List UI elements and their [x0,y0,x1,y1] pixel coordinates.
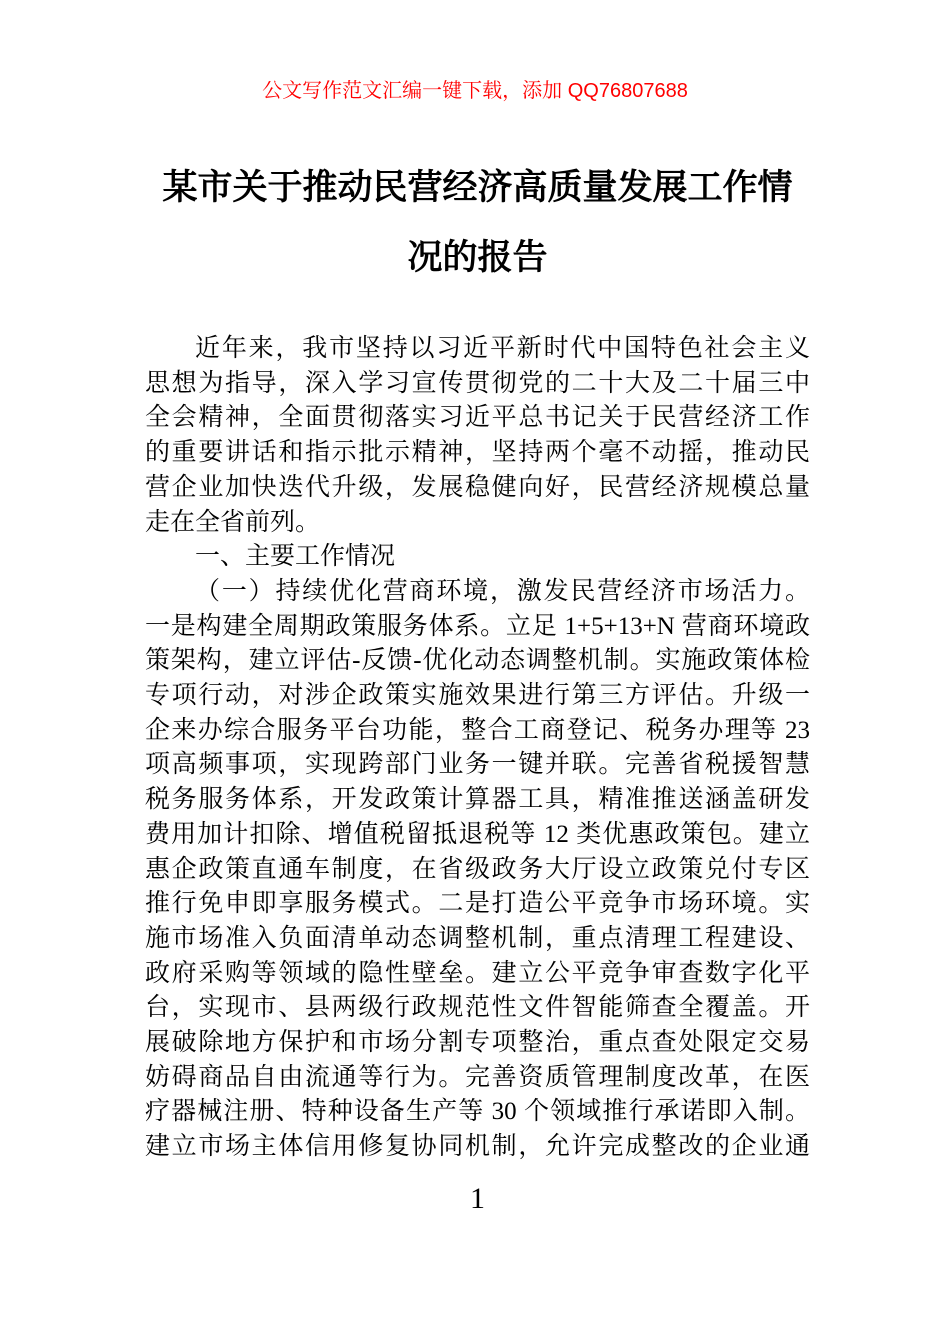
body-line: （一）持续优化营商环境，激发民营经济市场活力。 [195,577,810,605]
body-line: 营企业加快迭代升级，发展稳健向好，民营经济规模总量 [145,473,810,501]
body-line: 费用加计扣除、增值税留抵退税等 12 类优惠政策包。建立 [145,820,810,848]
body-line: 推行免申即享服务模式。二是打造公平竞争市场环境。实 [145,890,810,918]
title-line-2: 况的报告 [407,238,548,277]
body-line: 专项行动，对涉企政策实施效果进行第三方评估。升级一 [145,682,810,710]
body-line: 施市场准入负面清单动态调整机制，重点清理工程建设、 [145,924,810,952]
title-line-1: 某市关于推动民营经济高质量发展工作情 [162,168,793,207]
body-line: 妨碍商品自由流通等行为。完善资质管理制度改革，在医 [145,1063,810,1091]
body-line: 一、主要工作情况 [195,543,396,571]
page-title [145,153,810,293]
body-line: 税务服务体系，开发政策计算器工具，精准推送涵盖研发 [145,786,810,814]
body-line: 全会精神，全面贯彻落实习近平总书记关于民营经济工作 [145,404,810,432]
body-line: 建立市场主体信用修复协同机制，允许完成整改的企业通 [145,1133,810,1161]
banner-text: 公文写作范文汇编一键下载，添加 QQ76807688 [262,80,688,102]
document-body [145,332,810,1165]
body-line: 一是构建全周期政策服务体系。立足 1+5+13+N 营商环境政 [145,612,810,640]
page-number: 1 [470,1182,485,1215]
body-line: 的重要讲话和指示批示精神，坚持两个毫不动摇，推动民 [145,439,810,467]
body-line: 走在全省前列。 [145,508,321,536]
body-line: 思想为指导，深入学习宣传贯彻党的二十大及二十届三中 [145,369,810,397]
body-line: 台，实现市、县两级行政规范性文件智能筛查全覆盖。开 [145,994,810,1022]
body-line: 展破除地方保护和市场分割专项整治，重点查处限定交易 [145,1029,810,1057]
body-line: 近年来，我市坚持以习近平新时代中国特色社会主义 [195,335,810,362]
body-line: 项高频事项，实现跨部门业务一键并联。完善省税援智慧 [145,751,810,779]
body-line: 企来办综合服务平台功能，整合工商登记、税务办理等 23 [145,716,810,744]
body-line: 惠企政策直通车制度，在省级政务大厅设立政策兑付专区 [145,855,810,883]
body-line: 疗器械注册、特种设备生产等 30 个领域推行承诺即入制。 [145,1098,810,1126]
body-line: 策架构，建立评估-反馈-优化动态调整机制。实施政策体检 [145,647,810,675]
body-line: 政府采购等领域的隐性壁垒。建立公平竞争审查数字化平 [145,959,810,987]
